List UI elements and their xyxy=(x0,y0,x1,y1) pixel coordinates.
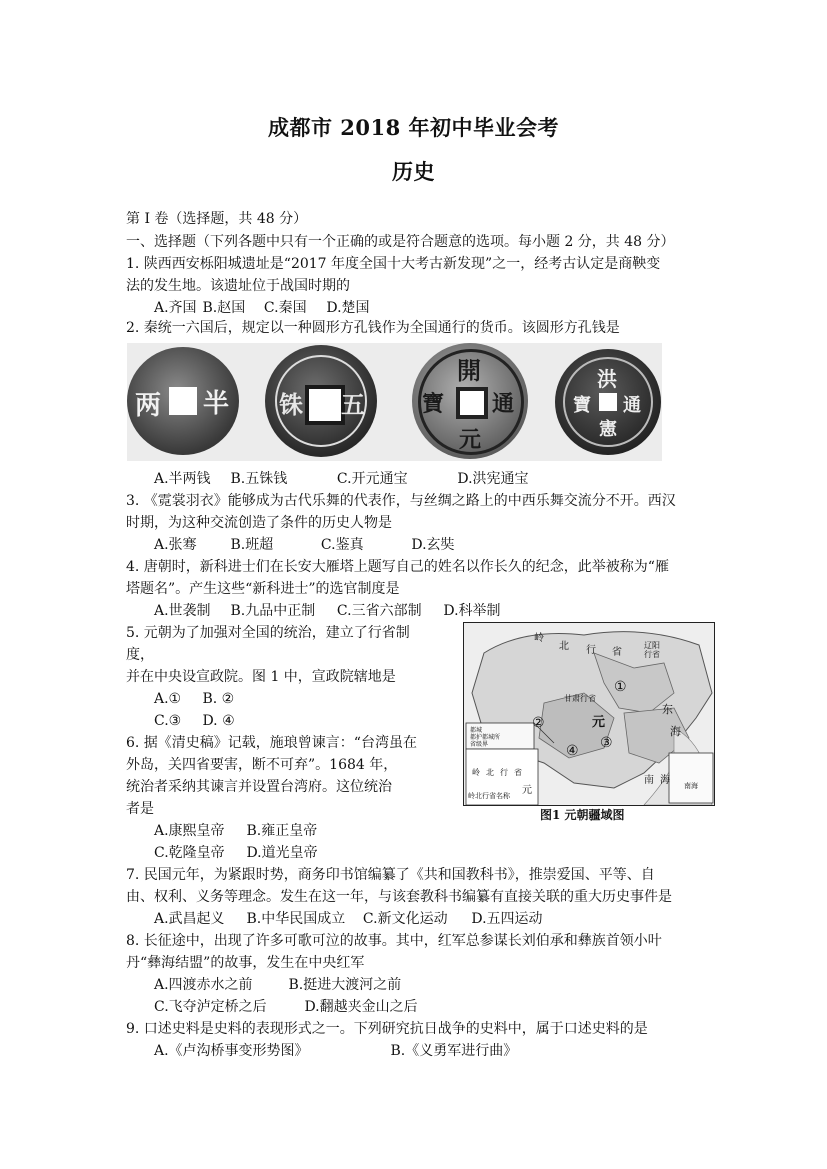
q5-option-c: C.③ xyxy=(154,713,182,729)
q3-line-2: 时期，为这种交流创造了条件的历史人物是 xyxy=(126,515,392,531)
q1-option-c: C.秦国 xyxy=(263,300,307,316)
coin-wu-zhu-char-left: 铢 xyxy=(279,390,303,419)
q9-line-1: 9. 口述史料是史料的表现形式之一。下列研究抗日战争的史料中，属于口述史料的是 xyxy=(126,1021,648,1037)
map-legend-capital: 都城 xyxy=(470,727,483,734)
map-inset-label-1: 岭 xyxy=(472,768,480,777)
q7-line-2: 由、权利、义务等理念。发生在这一年，与该套教科书编纂有直接关联的重大历史事件是 xyxy=(126,889,672,905)
coin-ban-liang xyxy=(127,347,239,455)
coin-ban-liang-char-left: 两 xyxy=(135,391,162,421)
q9-option-a: A.《卢沟桥事变形势图》 xyxy=(154,1043,309,1059)
q8-option-b: B.挺进大渡河之前 xyxy=(288,977,402,993)
map-inset-label-yuan: 元 xyxy=(522,785,532,796)
q6-option-d: D.道光皇帝 xyxy=(246,845,318,861)
exam-title: 成都市 2018 年初中毕业会考 xyxy=(267,115,560,140)
coin-wu-zhu-char-right: 五 xyxy=(341,390,365,419)
map-label-lingbei-3: 行 xyxy=(586,645,596,656)
coin-ban-liang-char-right: 半 xyxy=(203,389,230,419)
q3-options xyxy=(154,535,455,555)
q1-line-2: 法的发生地。该遗址位于战国时期的 xyxy=(126,278,350,294)
map-legend-border: 省级界 xyxy=(470,741,489,748)
q5-line-1: 5. 元朝为了加强对全国的统治，建立了行省制 xyxy=(126,625,410,641)
q7-options xyxy=(154,909,543,929)
q1-option-b: B.赵国 xyxy=(202,300,246,316)
q6-line-3: 统治者采纳其谏言并设置台湾府。这位统治 xyxy=(126,779,392,795)
coin-kai-yuan-char-bottom: 元 xyxy=(459,427,482,453)
q6-options-row1 xyxy=(154,821,317,841)
coin-hong-xian-char-bottom: 憲 xyxy=(599,419,617,440)
section-volume: 第 I 卷（选择题，共 48 分） xyxy=(126,211,308,227)
q2-option-c: C.开元通宝 xyxy=(336,471,408,487)
q3-line-1: 3. 《霓裳羽衣》能够成为古代乐舞的代表作，与丝绸之路上的中西乐舞交流分不开。西汉 xyxy=(126,493,676,509)
q1-options xyxy=(154,298,370,318)
q3-option-a: A.张骞 xyxy=(154,537,197,553)
q8-option-c: C.飞夺泸定桥之后 xyxy=(154,999,267,1015)
map-marker-2: ② xyxy=(532,715,545,731)
q2-line-1: 2. 秦统一六国后，规定以一种圆形方孔钱作为全国通行的货币。该圆形方孔钱是 xyxy=(126,320,620,336)
q4-option-d: D.科举制 xyxy=(443,603,501,619)
map-label-east: 东 xyxy=(662,703,673,716)
q8-line-2: 丹“彝海结盟”的故事，发生在中央红军 xyxy=(126,955,365,971)
q2-option-d: D.洪宪通宝 xyxy=(457,471,529,487)
q5-option-d: D. ④ xyxy=(202,713,235,729)
q7-option-c: C.新文化运动 xyxy=(362,911,448,927)
coin-hong-xian-char-top: 洪 xyxy=(597,367,617,391)
q5-options-row1 xyxy=(154,689,234,709)
map-marker-3: ③ xyxy=(600,735,613,751)
map-inset-label-2: 北 xyxy=(486,768,494,777)
yuan-territory-map xyxy=(463,622,715,806)
coin-hong-xian-char-left: 寶 xyxy=(573,395,591,416)
map-marker-1: ① xyxy=(614,679,627,695)
q5-line-2: 度， xyxy=(126,647,154,663)
q5-option-a: A.① xyxy=(154,691,182,707)
map-label-gansu: 甘肃行省 xyxy=(564,694,596,703)
q3-option-d: D.玄奘 xyxy=(411,537,455,553)
map-label-lingbei-2: 北 xyxy=(559,641,569,652)
q6-option-c: C.乾隆皇帝 xyxy=(154,845,225,861)
q9-options xyxy=(154,1041,517,1061)
q7-option-b: B.中华民国成立 xyxy=(246,911,346,927)
q6-option-a: A.康熙皇帝 xyxy=(154,823,225,839)
map-label-lingbei-1: 岭 xyxy=(534,633,544,644)
q8-options-row2 xyxy=(154,997,418,1017)
coin-hong-xian xyxy=(555,349,661,455)
q4-option-a: A.世袭制 xyxy=(154,603,211,619)
q6-options-row2 xyxy=(154,843,318,863)
q2-option-b: B.五铢钱 xyxy=(230,471,288,487)
q4-options xyxy=(154,601,501,621)
q7-option-a: A.武昌起义 xyxy=(154,911,225,927)
q8-option-a: A.四渡赤水之前 xyxy=(154,977,253,993)
q6-option-b: B.雍正皇帝 xyxy=(246,823,318,839)
q5-option-b: B. ② xyxy=(202,691,235,707)
q2-options xyxy=(154,469,529,489)
map-label-south: 南 xyxy=(644,775,654,786)
map-legend-protectorate: 都护都城所 xyxy=(470,734,501,741)
q5-line-3: 并在中央设宣政院。图 1 中，宣政院辖地是 xyxy=(126,669,396,685)
coin-kai-yuan xyxy=(412,343,528,459)
coin-kai-yuan-char-right: 通 xyxy=(492,391,515,417)
q4-option-b: B.九品中正制 xyxy=(230,603,316,619)
coin-hong-xian-char-right: 通 xyxy=(623,395,641,416)
q5-options-row2 xyxy=(154,711,235,731)
q7-line-1: 7. 民国元年，为紧跟时势，商务印书馆编纂了《共和国教科书》，推崇爱国、平等、自 xyxy=(126,867,655,883)
q2-option-a: A.半两钱 xyxy=(154,471,211,487)
section-instruction: 一、选择题（下列各题中只有一个正确的或是符合题意的选项。每小题 2 分，共 48 分） xyxy=(126,234,675,250)
map-label-sea-south: 海 xyxy=(660,775,670,786)
exam-subject: 历史 xyxy=(392,159,435,184)
q4-line-1: 4. 唐朝时，新科进士们在长安大雁塔上题写自己的姓名以作长久的纪念，此举被称为“雁 xyxy=(126,559,669,575)
map-label-liaoyang: 辽阳行省 xyxy=(644,641,660,659)
q1-option-d: D.楚国 xyxy=(326,300,370,316)
q7-option-d: D.五四运动 xyxy=(471,911,543,927)
map-label-yuan: 元 xyxy=(592,715,606,730)
map-label-sea-east: 海 xyxy=(670,725,681,738)
map-inset-label-3: 行 xyxy=(500,768,508,777)
coins-image xyxy=(127,343,662,461)
map-label-lingbei-4: 省 xyxy=(612,647,622,658)
q8-line-1: 8. 长征途中，出现了许多可歌可泣的故事。其中，红军总参谋长刘伯承和彝族首领小叶 xyxy=(126,933,662,949)
coin-kai-yuan-char-left: 寶 xyxy=(422,391,445,417)
q6-line-2: 外岛，关四省要害，断不可弃”。1684 年， xyxy=(126,757,398,773)
q1-option-a: A.齐国 xyxy=(154,300,197,316)
q6-line-4: 者是 xyxy=(126,801,154,817)
map-caption: 图1 元朝疆域图 xyxy=(540,808,625,822)
q6-line-1: 6. 据《清史稿》记载，施琅曾谏言：“台湾虽在 xyxy=(126,735,417,751)
map-inset-label-southsea: 南海 xyxy=(684,782,698,790)
q3-option-b: B.班超 xyxy=(230,537,274,553)
q8-option-d: D.翻越夹金山之后 xyxy=(304,999,418,1015)
coin-wu-zhu xyxy=(265,345,377,457)
q4-line-2: 塔题名”。产生这些“新科进士”的选官制度是 xyxy=(126,581,400,597)
q9-option-b: B.《义勇军进行曲》 xyxy=(390,1043,518,1059)
map-inset-caption: 岭北行省名称 xyxy=(468,792,510,800)
q4-option-c: C.三省六部制 xyxy=(336,603,422,619)
q1-line-1: 1. 陕西西安栎阳城遗址是“2017 年度全国十大考古新发现”之一，经考古认定是商鞅变 xyxy=(126,256,661,272)
coin-kai-yuan-char-top: 開 xyxy=(457,356,481,385)
q8-options-row1 xyxy=(154,975,401,995)
q3-option-c: C.鉴真 xyxy=(320,537,364,553)
map-inset-label-4: 省 xyxy=(514,768,522,777)
map-marker-4: ④ xyxy=(566,743,579,759)
